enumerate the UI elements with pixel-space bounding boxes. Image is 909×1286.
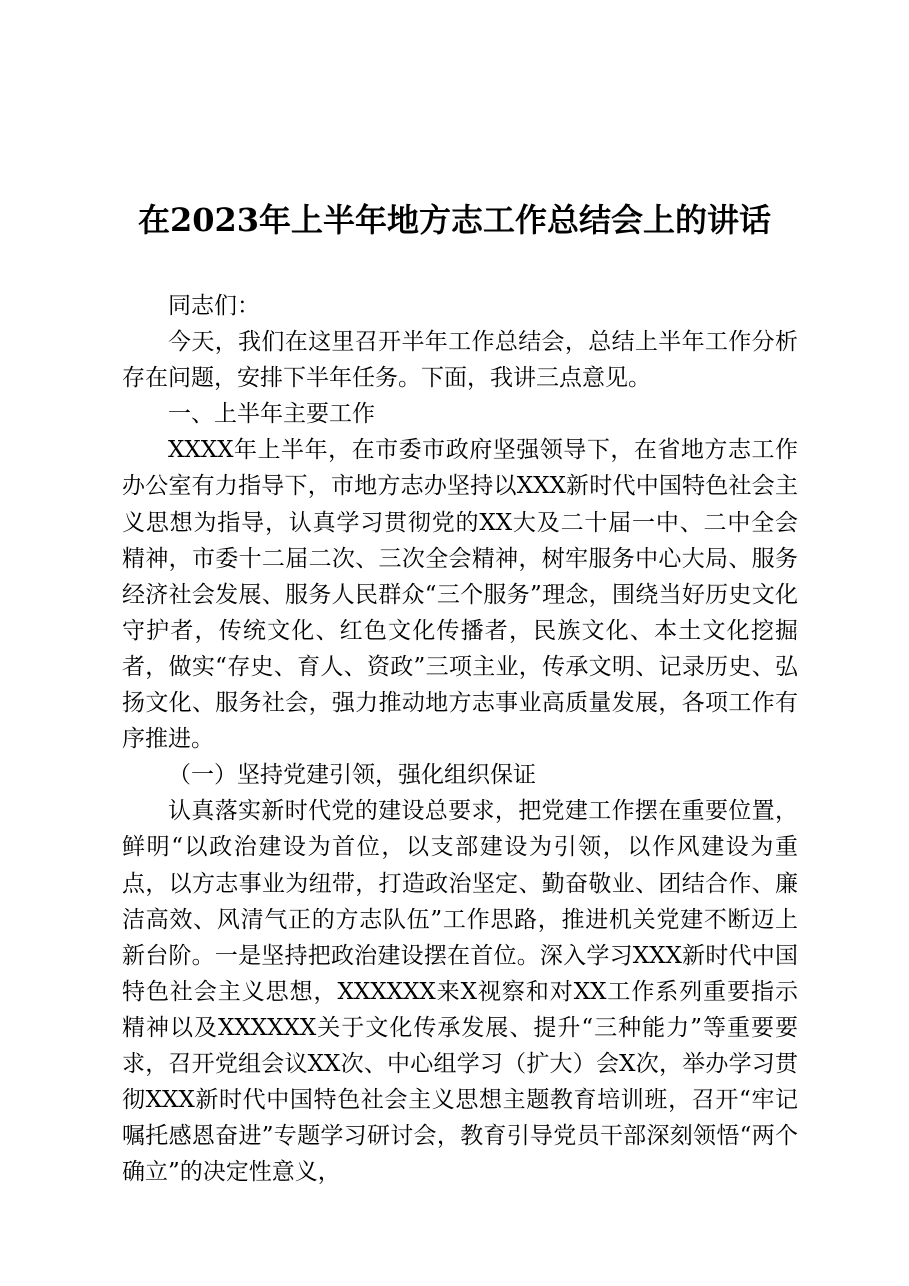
section-heading: 一、上半年主要工作 (168, 401, 375, 428)
document-title: 在2023年上半年地方志工作总结会上的讲话 (137, 201, 772, 239)
body-paragraph: 认真落实新时代党的建设总要求，把党建工作摆在重要位置，鲜明“以政治建设为首位，以支部建设为引领，以作风建设为重点，以方志事业为纽带，打造政治坚定、勤奋敬业、团结合作、廉洁高效、风清气正的方志队伍”工作思路，推进机关党建不断迈上新台阶。一是坚持把政治建设摆在首位。深入学习XXX新时代中国特色社会主义思想，XXXXXX来X视察和对XX工作系列重要指示精神以及XXXXXX关于文化传承发展、提升“三种能力”等重要要求，召开党组会议XX次、中心组学习（扩大）会X次，举办学习贯彻XXX新时代中国特色社会主义思想主题教育培训班，召开“牢记嘱托感恩奋进”专题学习研讨会，教育引导党员干部深刻领悟“两个确立”的决定性意义， (122, 798, 798, 1186)
salutation-paragraph: 同志们： (168, 293, 260, 319)
body-paragraph: XXXX年上半年，在市委市政府坚强领导下，在省地方志工作办公室有力指导下，市地方志办坚持以XXX新时代中国特色社会主义思想为指导，认真学习贯彻党的XX大及二十届一中、二中全会精神，市委十二届二次、三次全会精神，树牢服务中心大局、服务经济社会发展、服务人民群众“三个服务”理念，围绕当好历史文化守护者，传统文化、红色文化传播者，民族文化、本土文化挖掘者，做实“存史、育人、资政”三项主业，传承文明、记录历史、弘扬文化、服务社会，强力推动地方志事业高质量发展，各项工作有序推进。 (122, 437, 798, 753)
subsection-heading: （一）坚持党建引领，强化组织保证 (168, 762, 536, 789)
document-body (122, 288, 798, 1190)
intro-paragraph: 今天，我们在这里召开半年工作总结会，总结上半年工作分析存在问题，安排下半年任务。下面，我讲三点意见。 (122, 329, 798, 392)
